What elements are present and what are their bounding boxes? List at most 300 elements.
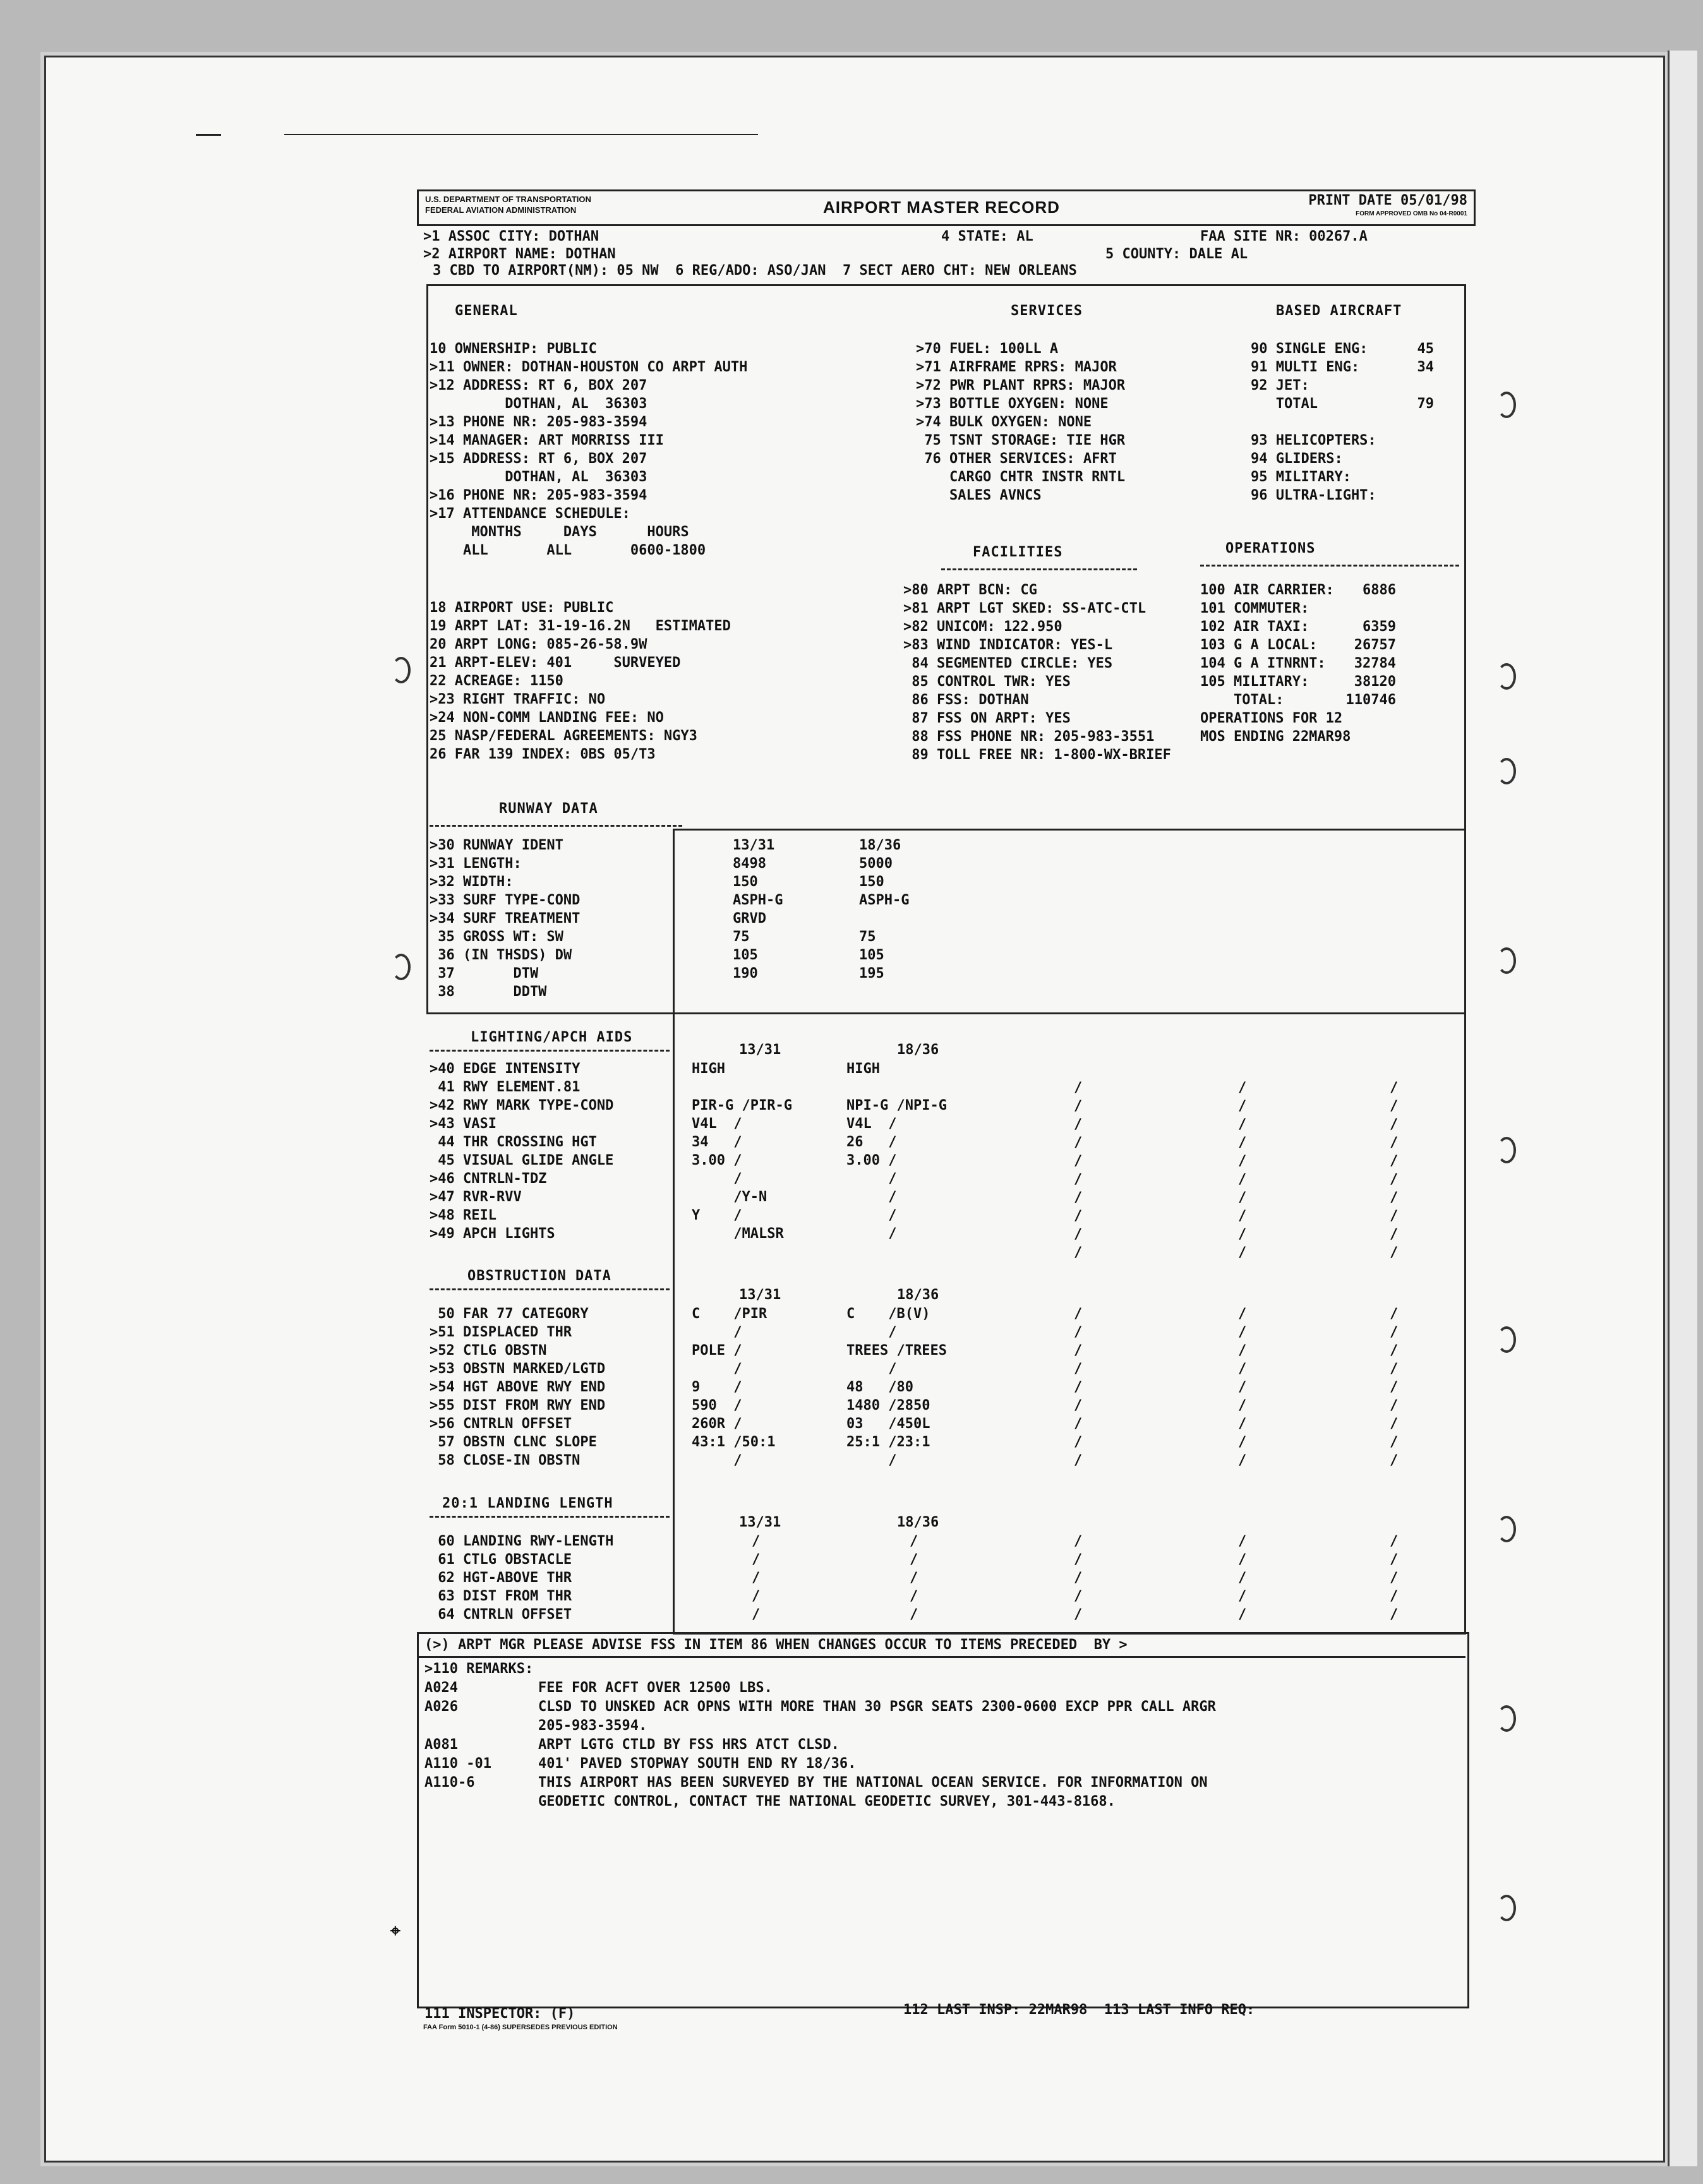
runway-value: 13/31 xyxy=(733,837,775,853)
lighting-value: / xyxy=(846,1189,897,1205)
general-item: >13 PHONE NR: 205-983-3594 xyxy=(430,414,647,430)
lighting-label: >40 EDGE INTENSITY xyxy=(430,1061,581,1077)
runway-rule xyxy=(430,825,682,827)
blank-slash-mark: / xyxy=(1238,1552,1247,1568)
obstruction-rule xyxy=(430,1288,670,1290)
based-aircraft-value: 79 xyxy=(1417,396,1434,412)
blank-slash-mark: / xyxy=(910,1607,918,1623)
punch-hole-mark xyxy=(1497,1326,1516,1353)
blank-slash-mark: / xyxy=(1074,1343,1083,1359)
remarks-title: >110 REMARKS: xyxy=(424,1661,534,1677)
blank-slash-mark: / xyxy=(1074,1416,1083,1432)
obstruction-value: 9 / xyxy=(692,1379,742,1395)
lighting-head-a: 13/31 xyxy=(739,1042,781,1058)
blank-slash-mark: / xyxy=(1074,1306,1083,1322)
operations-item: 101 COMMUTER: xyxy=(1200,601,1309,616)
lighting-value: 26 / xyxy=(846,1134,897,1150)
runway-value: 105 xyxy=(733,947,758,963)
general-item: 10 OWNERSHIP: PUBLIC xyxy=(430,341,597,357)
runway-label: >34 SURF TREATMENT xyxy=(430,911,581,927)
based-aircraft-value: 45 xyxy=(1417,341,1434,357)
lighting-value: 34 / xyxy=(692,1134,742,1150)
runway-value: 150 xyxy=(733,874,758,890)
remark-code: A110 -01 xyxy=(424,1756,491,1772)
landing-label: 62 HGT-ABOVE THR xyxy=(430,1570,572,1586)
lighting-rule xyxy=(430,1050,670,1052)
general-item: MONTHS DAYS HOURS xyxy=(430,524,689,540)
blank-slash-mark: / xyxy=(1074,1398,1083,1413)
general-item: >15 ADDRESS: RT 6, BOX 207 xyxy=(430,451,647,467)
blank-slash-mark: / xyxy=(1074,1172,1083,1187)
blank-slash-mark: / xyxy=(1390,1607,1399,1623)
advise-note: (>) ARPT MGR PLEASE ADVISE FSS IN ITEM 86 WHEN CHANGES OCCUR TO ITEMS PRECEDED BY > xyxy=(424,1637,1128,1653)
obstruction-value: C /PIR xyxy=(692,1306,767,1322)
blank-slash-mark: / xyxy=(1238,1343,1247,1359)
blank-slash-mark: / xyxy=(1074,1361,1083,1377)
remark-text: FEE FOR ACFT OVER 12500 LBS. xyxy=(538,1680,773,1696)
remark-text: THIS AIRPORT HAS BEEN SURVEYED BY THE NATIONAL OCEAN SERVICE. FOR INFORMATION ON xyxy=(538,1775,1208,1791)
runway-value: GRVD xyxy=(733,911,766,927)
agency-line-1: U.S. DEPARTMENT OF TRANSPORTATION xyxy=(425,195,591,204)
blank-slash-mark: / xyxy=(1390,1453,1399,1468)
obstruction-value: / xyxy=(692,1324,742,1340)
blank-slash-mark: / xyxy=(1074,1227,1083,1242)
lighting-value: / xyxy=(846,1208,897,1223)
operations-rule xyxy=(1200,565,1459,567)
punch-hole-mark xyxy=(1497,1516,1516,1542)
blank-slash-mark: / xyxy=(1074,1453,1083,1468)
runway-divider xyxy=(673,829,675,1631)
punch-hole-mark xyxy=(1497,1705,1516,1732)
punch-hole-mark xyxy=(392,657,411,683)
state: 4 STATE: AL xyxy=(941,229,1033,244)
blank-slash-mark: / xyxy=(910,1552,918,1568)
blank-slash-mark: / xyxy=(1074,1533,1083,1549)
lighting-head-b: 18/36 xyxy=(897,1042,939,1058)
blank-slash-mark: / xyxy=(910,1533,918,1549)
lighting-label: >48 REIL xyxy=(430,1208,496,1223)
blank-slash-mark: / xyxy=(1238,1098,1247,1114)
operations-value: 38120 xyxy=(1354,674,1396,690)
blank-slash-mark: / xyxy=(1390,1570,1399,1586)
general-item: 22 ACREAGE: 1150 xyxy=(430,673,563,689)
blank-slash-mark: / xyxy=(1238,1379,1247,1395)
blank-slash-mark: / xyxy=(1238,1153,1247,1169)
blank-slash-mark: / xyxy=(1238,1080,1247,1096)
blank-slash-mark: / xyxy=(1390,1172,1399,1187)
blank-slash-mark: / xyxy=(752,1552,761,1568)
form-number: FAA Form 5010-1 (4-86) SUPERSEDES PREVIOUS EDITION xyxy=(423,2024,618,2031)
general-item: >24 NON-COMM LANDING FEE: NO xyxy=(430,710,664,726)
obstruction-label: 57 OBSTN CLNC SLOPE xyxy=(430,1434,597,1450)
general-item: 25 NASP/FEDERAL AGREEMENTS: NGY3 xyxy=(430,728,697,744)
blank-slash-mark: / xyxy=(1074,1245,1083,1261)
blank-slash-mark: / xyxy=(1390,1245,1399,1261)
blank-slash-mark: / xyxy=(1238,1117,1247,1132)
runway-value: 8498 xyxy=(733,856,766,872)
blank-slash-mark: / xyxy=(1238,1172,1247,1187)
blank-slash-mark: / xyxy=(1074,1135,1083,1151)
landing-label: 64 CNTRLN OFFSET xyxy=(430,1607,572,1623)
remark-text: GEODETIC CONTROL, CONTACT THE NATIONAL GEODETIC SURVEY, 301-443-8168. xyxy=(538,1794,1116,1809)
blank-slash-mark: / xyxy=(1390,1398,1399,1413)
blank-slash-mark: / xyxy=(1238,1190,1247,1206)
obstruction-value: / xyxy=(692,1361,742,1377)
general-item: 19 ARPT LAT: 31-19-16.2N ESTIMATED xyxy=(430,618,731,634)
blank-slash-mark: / xyxy=(910,1570,918,1586)
obstruction-value: / xyxy=(692,1453,742,1468)
blank-slash-mark: / xyxy=(1074,1117,1083,1132)
faa-site-nr: FAA SITE NR: 00267.A xyxy=(1200,229,1368,244)
operations-value: 110746 xyxy=(1345,692,1396,708)
based-aircraft-item: 91 MULTI ENG: xyxy=(1251,359,1360,375)
punch-hole-mark xyxy=(1497,663,1516,690)
blank-slash-mark: / xyxy=(1390,1552,1399,1568)
obstruction-value: 43:1 /50:1 xyxy=(692,1434,776,1450)
stray-rule xyxy=(284,134,758,135)
obstruction-label: 58 CLOSE-IN OBSTN xyxy=(430,1453,581,1468)
blank-slash-mark: / xyxy=(1390,1080,1399,1096)
remark-text: ARPT LGTG CTLD BY FSS HRS ATCT CLSD. xyxy=(538,1737,839,1753)
runway-value: 75 xyxy=(859,929,876,945)
blank-slash-mark: / xyxy=(1238,1533,1247,1549)
general-item: >12 ADDRESS: RT 6, BOX 207 xyxy=(430,378,647,393)
blank-slash-mark: / xyxy=(1238,1398,1247,1413)
operations-item: TOTAL: xyxy=(1200,692,1284,708)
operations-item: 100 AIR CARRIER: xyxy=(1200,582,1334,598)
general-item: 21 ARPT-ELEV: 401 SURVEYED xyxy=(430,655,681,671)
facilities-heading: FACILITIES xyxy=(973,544,1063,560)
operations-value: 26757 xyxy=(1354,637,1396,653)
blank-slash-mark: / xyxy=(1074,1570,1083,1586)
operations-item: 104 G A ITNRNT: xyxy=(1200,656,1326,671)
blank-slash-mark: / xyxy=(1390,1361,1399,1377)
blank-slash-mark: / xyxy=(1390,1227,1399,1242)
operations-item: 102 AIR TAXI: xyxy=(1200,619,1309,635)
punch-hole-mark xyxy=(392,954,411,980)
remark-code: A110-6 xyxy=(424,1775,475,1791)
blank-slash-mark: / xyxy=(1390,1343,1399,1359)
based-aircraft-item: 96 ULTRA-LIGHT: xyxy=(1251,488,1376,503)
blank-slash-mark: / xyxy=(1390,1533,1399,1549)
punch-hole-mark xyxy=(1497,758,1516,784)
obstruction-head-a: 13/31 xyxy=(739,1287,781,1303)
operations-value: 6359 xyxy=(1363,619,1396,635)
runway-value: ASPH-G xyxy=(733,892,783,908)
general-item: >16 PHONE NR: 205-983-3594 xyxy=(430,488,647,503)
blank-slash-mark: / xyxy=(1238,1245,1247,1261)
punch-hole-mark xyxy=(1497,947,1516,974)
blank-slash-mark: / xyxy=(1074,1190,1083,1206)
punch-hole-mark xyxy=(1497,1895,1516,1921)
landing-heading: 20:1 LANDING LENGTH xyxy=(442,1496,613,1511)
lighting-value: 3.00 / xyxy=(846,1153,897,1168)
services-item: >71 AIRFRAME RPRS: MAJOR xyxy=(916,359,1117,375)
lighting-label: >46 CNTRLN-TDZ xyxy=(430,1171,547,1187)
landing-head-b: 18/36 xyxy=(897,1515,939,1530)
blank-slash-mark: / xyxy=(1238,1135,1247,1151)
runway-label: 36 (IN THSDS) DW xyxy=(430,947,572,963)
services-item: >70 FUEL: 100LL A xyxy=(916,341,1059,357)
obstruction-value: / xyxy=(846,1324,897,1340)
runway-data-box xyxy=(673,829,1466,1635)
facilities-item: 86 FSS: DOTHAN xyxy=(903,692,1029,708)
blank-slash-mark: / xyxy=(1238,1607,1247,1623)
blank-slash-mark: / xyxy=(1390,1588,1399,1604)
blank-slash-mark: / xyxy=(752,1570,761,1586)
form-approved-note: FORM APPROVED OMB No 04-R0001 xyxy=(1356,210,1467,217)
remark-code: A081 xyxy=(424,1737,458,1753)
blank-slash-mark: / xyxy=(1390,1324,1399,1340)
lighting-value: /Y-N xyxy=(692,1189,767,1205)
runway-label: 37 DTW xyxy=(430,966,539,981)
inspector: 111 INSPECTOR: (F) xyxy=(424,2006,575,2022)
obstruction-value: 03 /450L xyxy=(846,1416,930,1432)
crop-mark-icon: ⌖ xyxy=(390,1920,400,1941)
general-item: >17 ATTENDANCE SCHEDULE: xyxy=(430,506,630,522)
blank-slash-mark: / xyxy=(1390,1416,1399,1432)
punch-hole-mark xyxy=(1497,1137,1516,1163)
obstruction-value: 48 /80 xyxy=(846,1379,913,1395)
blank-slash-mark: / xyxy=(1074,1324,1083,1340)
remark-text: 205-983-3594. xyxy=(538,1718,647,1734)
based-aircraft-item: 95 MILITARY: xyxy=(1251,469,1351,485)
general-item: >14 MANAGER: ART MORRISS III xyxy=(430,433,664,448)
services-item: 75 TSNT STORAGE: TIE HGR xyxy=(916,433,1126,448)
based-aircraft-item: 90 SINGLE ENG: xyxy=(1251,341,1368,357)
runway-value: 5000 xyxy=(859,856,893,872)
lighting-label: >47 RVR-RVV xyxy=(430,1189,522,1205)
landing-label: 63 DIST FROM THR xyxy=(430,1588,572,1604)
facilities-item: 85 CONTROL TWR: YES xyxy=(903,674,1071,690)
runway-label: 38 DDTW xyxy=(430,984,547,1000)
remark-code: A026 xyxy=(424,1699,458,1715)
blank-slash-mark: / xyxy=(1074,1098,1083,1114)
obstruction-label: >56 CNTRLN OFFSET xyxy=(430,1416,572,1432)
obstruction-label: >52 CTLG OBSTN xyxy=(430,1343,547,1359)
blank-slash-mark: / xyxy=(1390,1153,1399,1169)
stray-mark xyxy=(196,134,221,136)
runway-label: >30 RUNWAY IDENT xyxy=(430,837,563,853)
lighting-label: >43 VASI xyxy=(430,1116,496,1132)
obstruction-value: C /B(V) xyxy=(846,1306,930,1322)
general-item: >11 OWNER: DOTHAN-HOUSTON CO ARPT AUTH xyxy=(430,359,748,375)
blank-slash-mark: / xyxy=(1074,1588,1083,1604)
obstruction-value: 25:1 /23:1 xyxy=(846,1434,930,1450)
blank-slash-mark: / xyxy=(1238,1570,1247,1586)
based-aircraft-item: 92 JET: xyxy=(1251,378,1309,393)
blank-slash-mark: / xyxy=(1074,1153,1083,1169)
blank-slash-mark: / xyxy=(1238,1306,1247,1322)
general-item: ALL ALL 0600-1800 xyxy=(430,543,706,558)
obstruction-head-b: 18/36 xyxy=(897,1287,939,1303)
lighting-value: PIR-G /PIR-G xyxy=(692,1098,792,1113)
print-date: PRINT DATE 05/01/98 xyxy=(1308,193,1467,208)
operations-item: OPERATIONS FOR 12 xyxy=(1200,711,1343,726)
assoc-city: >1 ASSOC CITY: DOTHAN xyxy=(423,229,599,244)
lighting-value: HIGH xyxy=(692,1061,725,1077)
obstruction-value: 590 / xyxy=(692,1398,742,1413)
blank-slash-mark: / xyxy=(1074,1607,1083,1623)
landing-head-a: 13/31 xyxy=(739,1515,781,1530)
agency-line-2: FEDERAL AVIATION ADMINISTRATION xyxy=(425,205,577,215)
remark-text: CLSD TO UNSKED ACR OPNS WITH MORE THAN 30 PSGR SEATS 2300-0600 EXCP PPR CALL ARGR xyxy=(538,1699,1216,1715)
last-inspection: 112 LAST INSP: 22MAR98 113 LAST INFO REQ: xyxy=(903,2002,1255,2018)
general-item: DOTHAN, AL 36303 xyxy=(430,469,647,485)
blank-slash-mark: / xyxy=(1074,1552,1083,1568)
blank-slash-mark: / xyxy=(1390,1434,1399,1450)
landing-label: 60 LANDING RWY-LENGTH xyxy=(430,1533,614,1549)
blank-slash-mark: / xyxy=(1390,1117,1399,1132)
based-aircraft-item: 94 GLIDERS: xyxy=(1251,451,1343,467)
based-aircraft-value: 34 xyxy=(1417,359,1434,375)
landing-rule xyxy=(430,1516,670,1518)
facilities-item: >83 WIND INDICATOR: YES-L xyxy=(903,637,1113,653)
obstruction-label: >53 OBSTN MARKED/LGTD xyxy=(430,1361,606,1377)
services-item: >72 PWR PLANT RPRS: MAJOR xyxy=(916,378,1126,393)
blank-slash-mark: / xyxy=(1238,1416,1247,1432)
airport-name: >2 AIRPORT NAME: DOTHAN xyxy=(423,246,616,262)
blank-slash-mark: / xyxy=(1238,1208,1247,1224)
blank-slash-mark: / xyxy=(1238,1361,1247,1377)
runway-value: 190 xyxy=(733,966,758,981)
page-edge xyxy=(1668,51,1697,2166)
general-item: 20 ARPT LONG: 085-26-58.9W xyxy=(430,637,647,652)
general-item: >23 RIGHT TRAFFIC: NO xyxy=(430,692,606,707)
runway-value: 105 xyxy=(859,947,884,963)
agency-label xyxy=(425,194,591,215)
services-item: 76 OTHER SERVICES: AFRT xyxy=(916,451,1117,467)
blank-slash-mark: / xyxy=(1074,1379,1083,1395)
obstruction-label: >51 DISPLACED THR xyxy=(430,1324,572,1340)
operations-value: 6886 xyxy=(1363,582,1396,598)
runway-value: 18/36 xyxy=(859,837,901,853)
blank-slash-mark: / xyxy=(1238,1588,1247,1604)
remark-text: 401' PAVED STOPWAY SOUTH END RY 18/36. xyxy=(538,1756,857,1772)
obstruction-value: / xyxy=(846,1453,897,1468)
lighting-value: /MALSR xyxy=(692,1226,784,1242)
facilities-item: 89 TOLL FREE NR: 1-800-WX-BRIEF xyxy=(903,747,1171,763)
obstruction-label: 50 FAR 77 CATEGORY xyxy=(430,1306,589,1322)
lighting-label: 44 THR CROSSING HGT xyxy=(430,1134,597,1150)
lighting-value: V4L / xyxy=(846,1116,897,1132)
runway-label: >31 LENGTH: xyxy=(430,856,522,872)
operations-heading: OPERATIONS xyxy=(1225,541,1316,556)
runway-value: ASPH-G xyxy=(859,892,910,908)
blank-slash-mark: / xyxy=(910,1588,918,1604)
obstruction-value: / xyxy=(846,1361,897,1377)
lighting-value: V4L / xyxy=(692,1116,742,1132)
obstruction-value: TREES /TREES xyxy=(846,1343,947,1359)
general-item: DOTHAN, AL 36303 xyxy=(430,396,647,412)
blank-slash-mark: / xyxy=(752,1533,761,1549)
blank-slash-mark: / xyxy=(1238,1227,1247,1242)
runway-heading: RUNWAY DATA xyxy=(499,801,598,817)
runway-label: >32 WIDTH: xyxy=(430,874,514,890)
county: 5 COUNTY: DALE AL xyxy=(1105,246,1248,262)
services-heading: SERVICES xyxy=(1011,303,1083,319)
lighting-value: Y / xyxy=(692,1208,742,1223)
blank-slash-mark: / xyxy=(1074,1208,1083,1224)
blank-slash-mark: / xyxy=(1074,1434,1083,1450)
facilities-item: 88 FSS PHONE NR: 205-983-3551 xyxy=(903,729,1155,745)
facilities-item: >82 UNICOM: 122.950 xyxy=(903,619,1062,635)
blank-slash-mark: / xyxy=(1238,1324,1247,1340)
services-item: SALES AVNCS xyxy=(916,488,1042,503)
operations-item: 105 MILITARY: xyxy=(1200,674,1309,690)
services-item: CARGO CHTR INSTR RNTL xyxy=(916,469,1126,485)
facilities-item: >81 ARPT LGT SKED: SS-ATC-CTL xyxy=(903,601,1146,616)
remark-code: A024 xyxy=(424,1680,458,1696)
blank-slash-mark: / xyxy=(1390,1135,1399,1151)
based-aircraft-item: 93 HELICOPTERS: xyxy=(1251,433,1376,448)
based-aircraft-heading: BASED AIRCRAFT xyxy=(1276,303,1402,319)
blank-slash-mark: / xyxy=(1238,1434,1247,1450)
lighting-value: / xyxy=(692,1171,742,1187)
blank-slash-mark: / xyxy=(1238,1453,1247,1468)
lighting-label: >42 RWY MARK TYPE-COND xyxy=(430,1098,614,1113)
general-heading: GENERAL xyxy=(455,303,518,319)
form-frame xyxy=(417,189,1472,2034)
blank-slash-mark: / xyxy=(1390,1379,1399,1395)
lighting-value: / xyxy=(846,1226,897,1242)
landing-label: 61 CTLG OBSTACLE xyxy=(430,1552,572,1568)
blank-slash-mark: / xyxy=(752,1588,761,1604)
operations-value: 32784 xyxy=(1354,656,1396,671)
operations-item: MOS ENDING 22MAR98 xyxy=(1200,729,1351,745)
remarks-rule xyxy=(417,1656,1465,1658)
obstruction-value: 1480 /2850 xyxy=(846,1398,930,1413)
form-header xyxy=(417,189,1476,226)
lighting-value: 3.00 / xyxy=(692,1153,742,1168)
facilities-item: >80 ARPT BCN: CG xyxy=(903,582,1037,598)
lighting-label: 45 VISUAL GLIDE ANGLE xyxy=(430,1153,614,1168)
obstruction-label: >55 DIST FROM RWY END xyxy=(430,1398,606,1413)
runway-value: 195 xyxy=(859,966,884,981)
blank-slash-mark: / xyxy=(1390,1208,1399,1224)
runway-label: 35 GROSS WT: SW xyxy=(430,929,563,945)
general-item: 18 AIRPORT USE: PUBLIC xyxy=(430,600,614,616)
facilities-item: 87 FSS ON ARPT: YES xyxy=(903,711,1071,726)
services-item: >73 BOTTLE OXYGEN: NONE xyxy=(916,396,1109,412)
punch-hole-mark xyxy=(1497,392,1516,418)
obstruction-label: >54 HGT ABOVE RWY END xyxy=(430,1379,606,1395)
lighting-value: / xyxy=(846,1171,897,1187)
services-item: >74 BULK OXYGEN: NONE xyxy=(916,414,1092,430)
blank-slash-mark: / xyxy=(1390,1098,1399,1114)
runway-value: 75 xyxy=(733,929,750,945)
blank-slash-mark: / xyxy=(1390,1306,1399,1322)
lighting-label: 41 RWY ELEMENT.81 xyxy=(430,1079,581,1095)
lighting-value: NPI-G /NPI-G xyxy=(846,1098,947,1113)
obstruction-value: POLE / xyxy=(692,1343,742,1359)
blank-slash-mark: / xyxy=(1074,1080,1083,1096)
based-aircraft-item: TOTAL xyxy=(1251,396,1318,412)
operations-item: 103 G A LOCAL: xyxy=(1200,637,1318,653)
general-item: 26 FAR 139 INDEX: 0BS 05/T3 xyxy=(430,747,656,762)
facilities-rule xyxy=(941,568,1137,570)
cbd-line: 3 CBD TO AIRPORT(NM): 05 NW 6 REG/ADO: ASO/JAN 7 SECT AERO CHT: NEW ORLEANS xyxy=(433,263,1077,279)
lighting-value: HIGH xyxy=(846,1061,880,1077)
runway-label: >33 SURF TYPE-COND xyxy=(430,892,581,908)
facilities-item: 84 SEGMENTED CIRCLE: YES xyxy=(903,656,1113,671)
form-title: AIRPORT MASTER RECORD xyxy=(823,198,1060,217)
lighting-label: >49 APCH LIGHTS xyxy=(430,1226,555,1242)
runway-value: 150 xyxy=(859,874,884,890)
obstruction-value: 260R / xyxy=(692,1416,742,1432)
lighting-heading: LIGHTING/APCH AIDS xyxy=(471,1029,633,1045)
blank-slash-mark: / xyxy=(1390,1190,1399,1206)
